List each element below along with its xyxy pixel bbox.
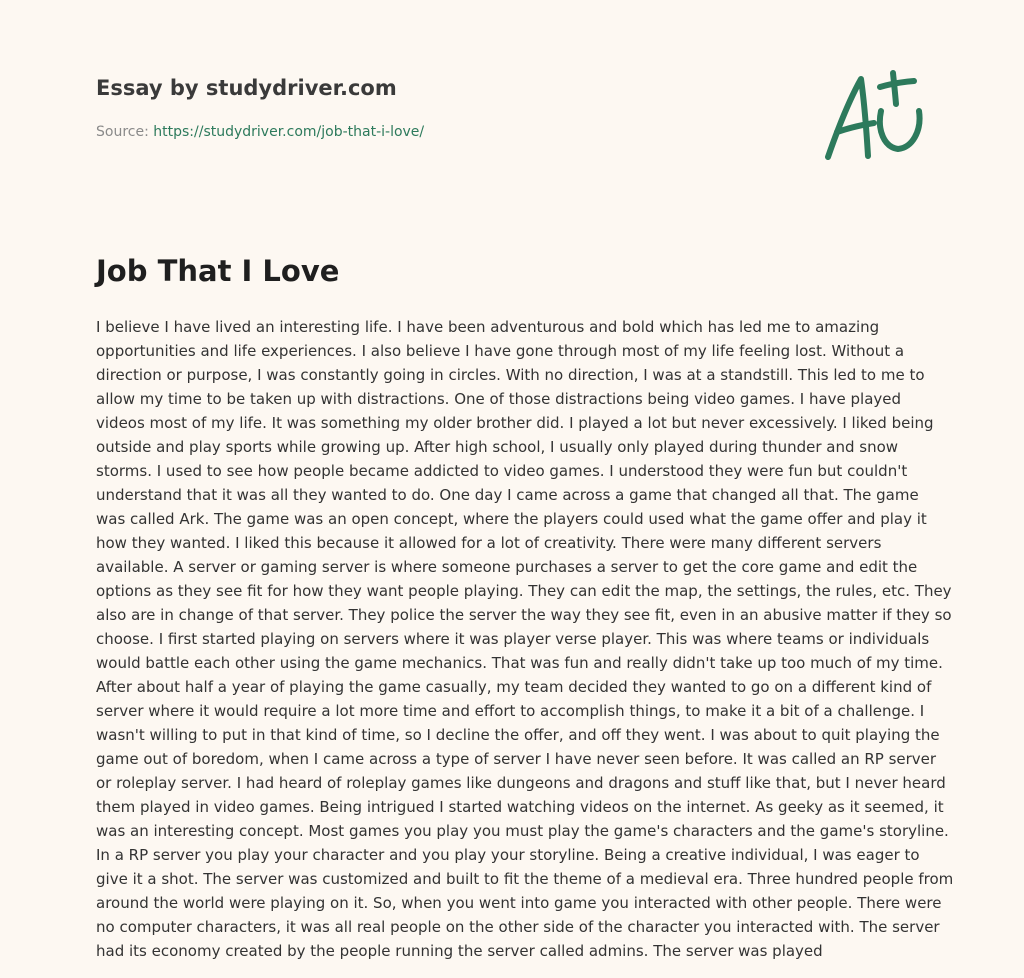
essay-line: understand that it was all they wanted to do. One day I came across a game that changed all that. The game	[96, 486, 919, 504]
essay-line: After about half a year of playing the game casually, my team decided they wanted to go on a different kind of	[96, 678, 932, 696]
essay-line: give it a shot. The server was customized and built to fit the theme of a medieval era. Three hundred people from	[96, 870, 954, 888]
essay-line: outside and play sports while growing up. After high school, I usually only played during thunder and snow	[96, 438, 899, 456]
essay-line: them played in video games. Being intrigued I started watching videos on the internet. As geeky as it seemed, it	[96, 798, 944, 816]
essay-line: or roleplay server. I had heard of roleplay games like dungeons and dragons and stuff like that, but I never heard	[96, 774, 946, 792]
essay-line: was called Ark. The game was an open concept, where the players could used what the game offer and play it	[96, 510, 927, 528]
essay-body	[96, 315, 954, 963]
site-label: Essay by studydriver.com	[96, 76, 397, 100]
essay-line: how they wanted. I liked this because it allowed for a lot of creativity. There were many different servers	[96, 534, 882, 552]
essay-line: direction or purpose, I was constantly going in circles. With no direction, I was at a standstill. This led to me to	[96, 366, 925, 384]
essay-line: available. A server or gaming server is where someone purchases a server to get the core game and edit the	[96, 558, 918, 576]
essay-line: storms. I used to see how people became addicted to video games. I understood they were fun but couldn't	[96, 462, 908, 480]
a-plus-logo-icon	[822, 68, 926, 164]
source-line	[96, 124, 424, 140]
essay-line: no computer characters, it was all real people on the other side of the character you interacted with. The server	[96, 918, 940, 936]
essay-line: In a RP server you play your character and you play your storyline. Being a creative individual, I was eager to	[96, 846, 920, 864]
essay-line: server where it would require a lot more time and effort to accomplish things, to make it a bit of a challenge. I	[96, 702, 925, 720]
essay-line: had its economy created by the people running the server called admins. The server was played	[96, 942, 823, 960]
essay-line: was an interesting concept. Most games you play you must play the game's characters and the game's storyline.	[96, 822, 949, 840]
essay-line: choose. I first started playing on servers where it was player verse player. This was where teams or individuals	[96, 630, 930, 648]
essay-line: I believe I have lived an interesting life. I have been adventurous and bold which has led me to amazing	[96, 318, 880, 336]
essay-line: also are in change of that server. They police the server the way they see fit, even in an abusive matter if they so	[96, 606, 952, 624]
essay-line: would battle each other using the game mechanics. That was fun and really didn't take up too much of my time.	[96, 654, 943, 672]
essay-line: game out of boredom, when I came across a type of server I have never seen before. It was called an RP server	[96, 750, 937, 768]
essay-line: videos most of my life. It was something my older brother did. I played a lot but never excessively. I liked being	[96, 414, 934, 432]
essay-title: Job That I Love	[96, 254, 340, 288]
source-prefix: Source:	[96, 124, 154, 140]
essay-line: allow my time to be taken up with distractions. One of those distractions being video games. I have played	[96, 390, 902, 408]
essay-line: around the world were playing on it. So, when you went into game you interacted with other people. There were	[96, 894, 942, 912]
essay-line: wasn't willing to put in that kind of time, so I decline the offer, and off they went. I was about to quit playing the	[96, 726, 940, 744]
essay-line: opportunities and life experiences. I also believe I have gone through most of my life feeling lost. Without a	[96, 342, 905, 360]
source-link[interactable]: https://studydriver.com/job-that-i-love/	[153, 124, 425, 140]
essay-line: options as they see fit for how they want people playing. They can edit the map, the settings, the rules, etc. They	[96, 582, 952, 600]
